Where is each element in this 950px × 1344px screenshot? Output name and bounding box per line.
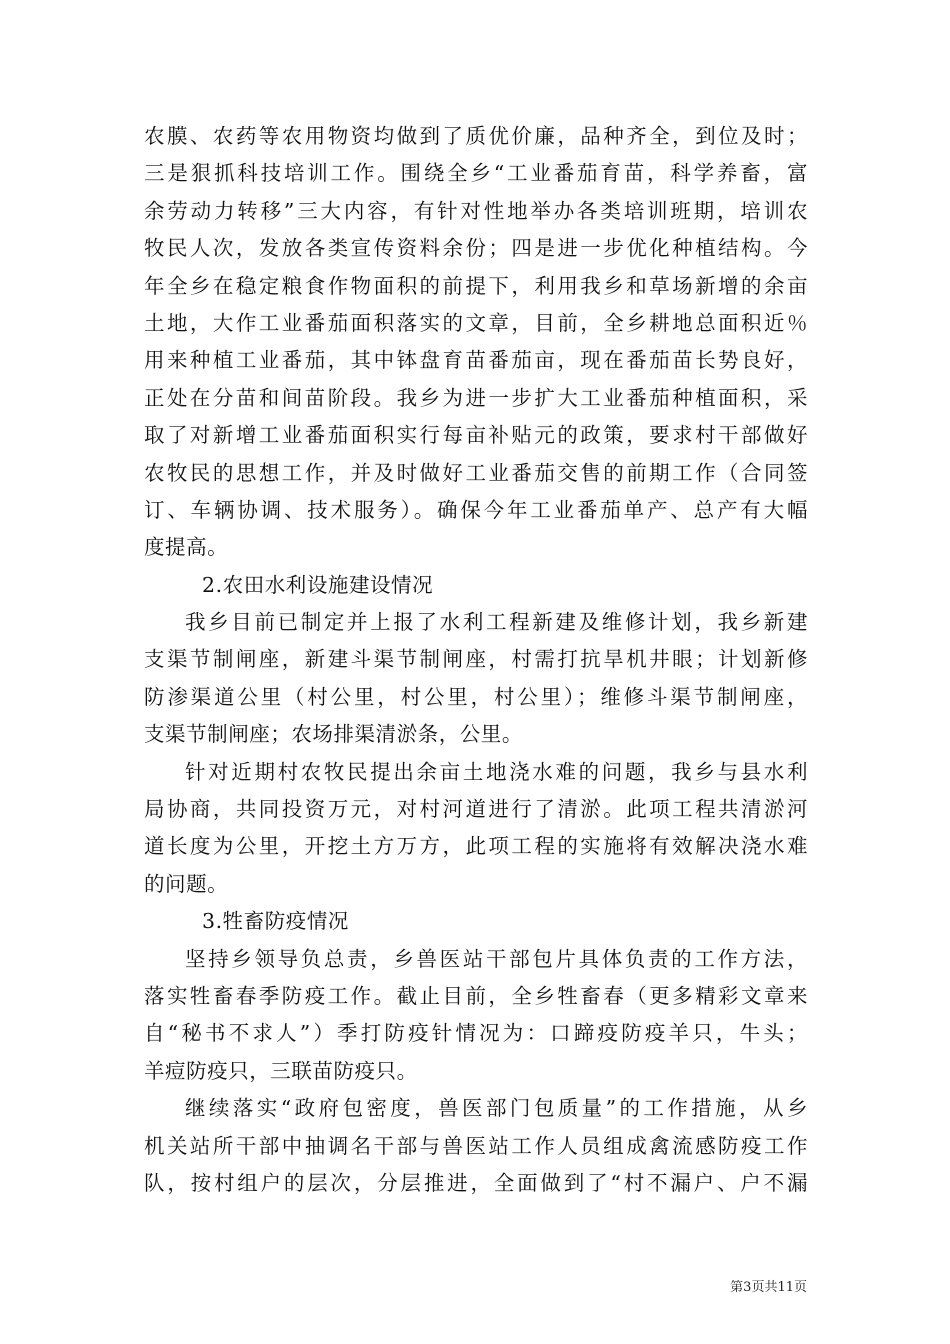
text-line: 用来种植工业番茄，其中钵盘育苗番茄亩，现在番茄苗长势良好， — [144, 348, 808, 373]
text-line: 落实牲畜春季防疫工作。截止目前，全乡牲畜春（更多精彩文章来 — [144, 983, 808, 1008]
document-body — [144, 118, 808, 1202]
paragraph-first-line: 我乡目前已制定并上报了水利工程新建及维修计划，我乡新建 — [185, 610, 808, 635]
text-line: 度提高。 — [144, 535, 229, 560]
text-line: 年全乡在稳定粮食作物面积的前提下，利用我乡和草场新增的余亩 — [144, 273, 808, 298]
text-line: 支渠节制闸座；农场排渠清淤条，公里。 — [144, 722, 523, 747]
text-line: 局协商，共同投资万元，对村河道进行了清淤。此项工程共清淤河 — [144, 797, 808, 822]
paragraph-first-line: 继续落实“政府包密度，兽医部门包质量”的工作措施，从乡 — [185, 1096, 808, 1121]
text-line: 自“秘书不求人”）季打防疫针情况为：口蹄疫防疫羊只，牛头； — [144, 1021, 808, 1046]
paragraph-first-line: 针对近期村农牧民提出余亩土地浇水难的问题，我乡与县水利 — [185, 759, 808, 784]
text-line: 队，按村组户的层次，分层推进，全面做到了“村不漏户、户不漏 — [144, 1170, 808, 1195]
text-line: 订、车辆协调、技术服务）。确保今年工业番茄单产、总产有大幅 — [144, 497, 808, 522]
text-line: 防渗渠道公里（村公里，村公里，村公里）；维修斗渠节制闸座， — [144, 684, 808, 709]
text-line: 正处在分苗和间苗阶段。我乡为进一步扩大工业番茄种植面积，采 — [144, 385, 808, 410]
section-heading: 2.农田水利设施建设情况 — [202, 572, 434, 597]
text-line: 的问题。 — [144, 871, 229, 896]
text-line: 支渠节制闸座，新建斗渠节制闸座，村需打抗旱机井眼；计划新修 — [144, 647, 808, 672]
text-line: 机关站所干部中抽调名干部与兽医站工作人员组成禽流感防疫工作 — [144, 1133, 808, 1158]
text-line: 农膜、农药等农用物资均做到了质优价廉，品种齐全，到位及时； — [144, 124, 808, 148]
text-line: 牧民人次，发放各类宣传资料余份；四是进一步优化种植结构。今 — [144, 236, 808, 261]
page-number-footer: 第3页共11页 — [730, 1280, 807, 1295]
text-line: 土地，大作工业番茄面积落实的文章，目前，全乡耕地总面积近％ — [144, 310, 808, 335]
paragraph-first-line: 坚持乡领导负总责，乡兽医站干部包片具体负责的工作方法， — [185, 946, 808, 971]
section-heading: 3.牲畜防疫情况 — [202, 909, 349, 934]
text-line: 道长度为公里，开挖土方万方，此项工程的实施将有效解决浇水难 — [144, 834, 808, 859]
text-line: 取了对新增工业番茄面积实行每亩补贴元的政策，要求村干部做好 — [144, 423, 808, 448]
text-line: 羊痘防疫只，三联苗防疫只。 — [144, 1058, 418, 1083]
text-line: 余劳动力转移”三大内容，有针对性地举办各类培训班期，培训农 — [144, 198, 808, 223]
text-line: 三是狠抓科技培训工作。围绕全乡“工业番茄育苗，科学养畜，富 — [144, 161, 808, 186]
text-line: 农牧民的思想工作，并及时做好工业番茄交售的前期工作（合同签 — [144, 460, 808, 485]
